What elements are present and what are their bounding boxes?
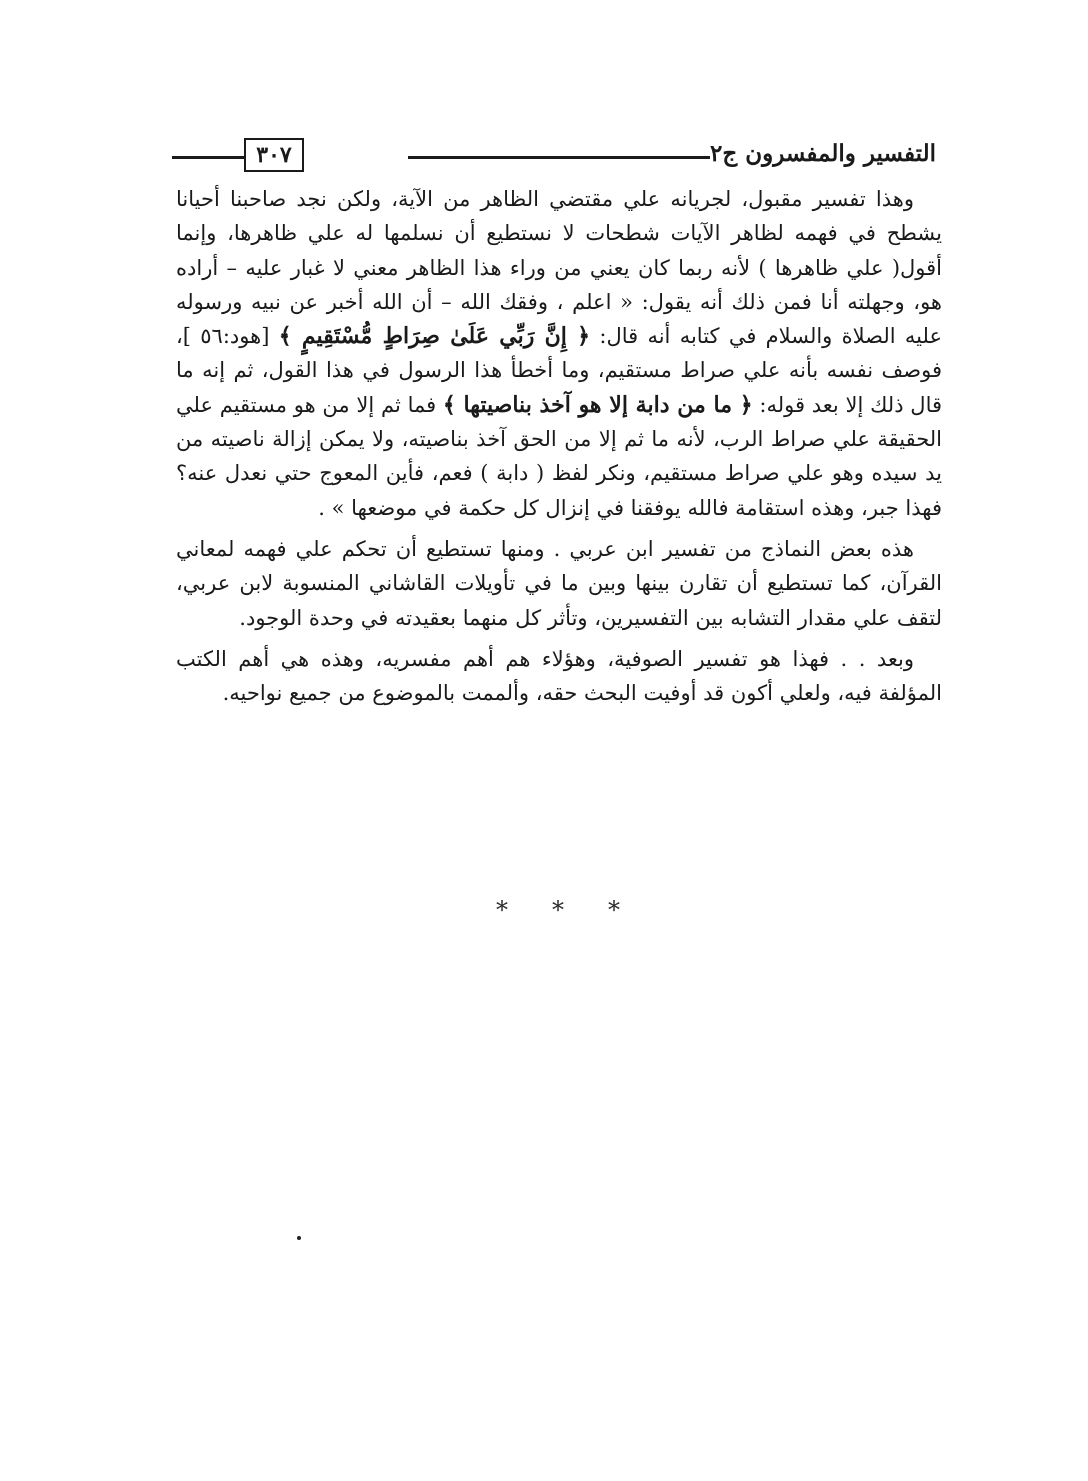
separator-star: *: [608, 896, 620, 924]
paragraph-1-text-before: وهذا تفسير مقبول، لجريانه علي مقتضي الظاهر من الآية، ولكن نجد صاحبنا أحيانا يشطح في فهمه لظاهر الآيات شطحات لا نستطيع أن نسلمها له علي ظاهرها، وإنما أقول( علي ظاهرها ) لأنه ربما كان يعني من وراء هذا الظاهر معني لا غبار عليه – أراده هو، وجهلته أنا فمن ذلك أنه يقول: « اعلم ، وفقك الله – أن الله أخبر عن نبيه ورسوله عليه الصلاة والسلام في كتابه أنه قال:: [176, 187, 942, 349]
page-number: ٣٠٧: [256, 142, 292, 168]
page-number-box: [244, 138, 304, 172]
paragraph-1-text-middle: [هود:٥٦ ]، فوصف نفسه بأنه علي صراط مستقيم، وما أخطأ هذا الرسول في هذا القول، ثم إنه ما قال ذلك إلا بعد قوله:: [176, 324, 942, 417]
section-separator: [496, 896, 620, 924]
separator-star: *: [496, 896, 508, 924]
quran-verse-2: ﴿ ما من دابة إلا هو آخذ بناصيتها ﴾: [442, 391, 753, 418]
paragraph-1-text-after: فما ثم إلا من هو مستقيم علي الحقيقة علي صراط الرب، لأنه ما ثم إلا من الحق آخذ بناصيته، ولا يمكن إزالة ناصيته من يد سيده وهو علي صراط مستقيم، ونكر لفظ ( دابة ) فعم، فأين المعوج حتي نعدل عنه؟ فهذا جبر، وهذه استقامة فالله يوفقنا في إنزال كل حكمة في موضعها » .: [176, 392, 942, 520]
header-rule-left: [172, 156, 244, 159]
paragraph-1: [176, 182, 942, 525]
paragraph-3: وبعد . . فهذا هو تفسير الصوفية، وهؤلاء هم أهم مفسريه، وهذه هي أهم الكتب المؤلفة فيه، ولعلي أكون قد أوفيت البحث حقه، وألممت بالموضوع من جميع نواحيه.: [176, 646, 942, 706]
page-header: [172, 136, 942, 180]
running-title: التفسير والمفسرون ج٢: [710, 140, 936, 167]
quran-verse-1: ﴿ إِنَّ رَبِّي عَلَىٰ صِرَاطٍ مُّسْتَقِيمٍ ﴾: [278, 323, 591, 350]
paragraph-2: هذه بعض النماذج من تفسير ابن عربي . ومنها تستطيع أن تحكم علي فهمه لمعاني القرآن، كما تستطيع أن تقارن بينها وبين ما في تأويلات القاشاني المنسوبة لابن عربي، لتقف علي مقدار التشابه بين التفسيرين، وتأثر كل منهما بعقيدته في وحدة الوجود.: [176, 536, 942, 630]
main-text: [176, 182, 942, 717]
scan-speck: [297, 1236, 301, 1240]
separator-star: *: [552, 896, 564, 924]
header-rule-right: [408, 156, 710, 159]
